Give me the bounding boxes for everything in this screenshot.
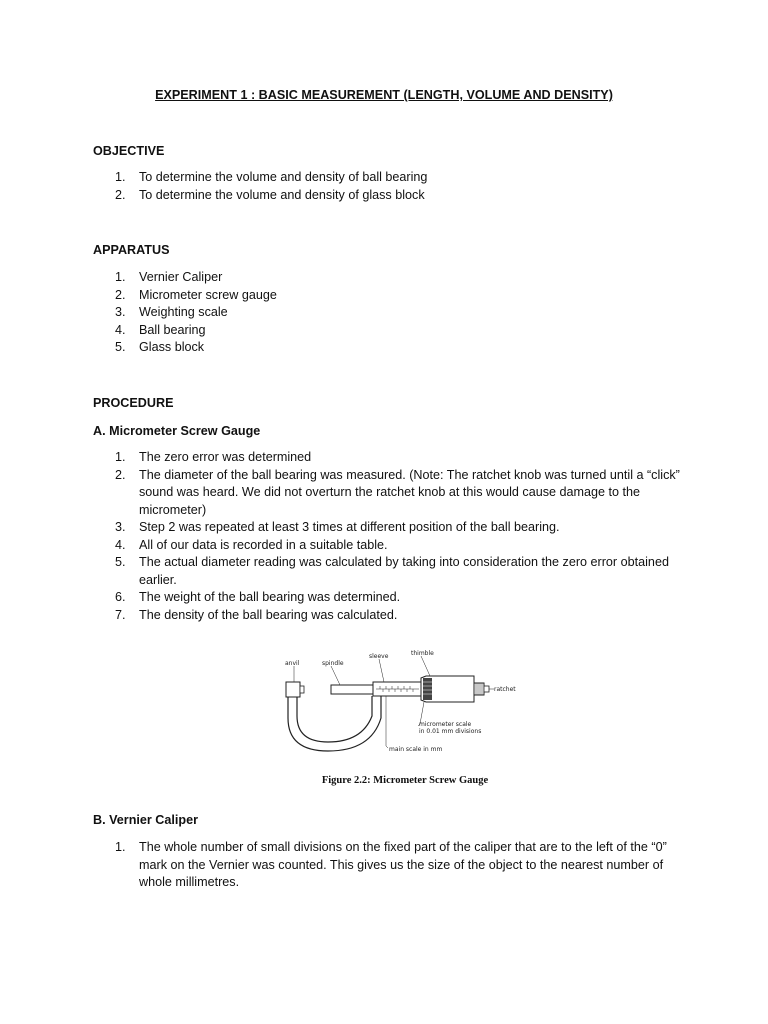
list-item: 1. The whole number of small divisions on the fixed part of the caliper that are to the left of the “0” mark on the Vernier was counted. This gives us the size of the object to the nearest number of whole millimetres. (115, 840, 667, 889)
list-item: 6. The weight of the ball bearing was determined. (115, 590, 401, 604)
main-scale-label: main scale in mm (389, 746, 443, 753)
section-b-heading: B. Vernier Caliper (93, 813, 198, 827)
list-item: 2. To determine the volume and density of glass block (115, 187, 425, 202)
objective-heading: OBJECTIVE (93, 144, 165, 158)
ratchet-label: ratchet (494, 686, 516, 693)
procedure-heading: PROCEDURE (93, 396, 174, 410)
micrometer-scale-label: micrometer scale (419, 721, 472, 728)
list-item: 4. All of our data is recorded in a suitable table. (115, 537, 388, 552)
anvil-label: anvil (285, 660, 300, 667)
list-item: 1. The zero error was determined (115, 450, 312, 464)
micrometer-scale-label-line2: in 0.01 mm divisions (419, 728, 482, 735)
list-item: 3. Weighting scale (115, 305, 228, 319)
spindle-label: spindle (322, 660, 344, 667)
anvil-shape (286, 682, 300, 697)
list-item: 2. The diameter of the ball bearing was measured. (Note: The ratchet knob was turned until a “click” sound was heard. We did not overturn the ratchet knob at this would cause damage to the micrometer) (115, 467, 680, 517)
list-item: 1. Vernier Caliper (115, 270, 223, 284)
objective-list (93, 169, 683, 204)
sleeve-label: sleeve (369, 653, 389, 660)
micrometer-procedure-list (93, 449, 683, 624)
section-a-heading: A. Micrometer Screw Gauge (93, 424, 261, 438)
apparatus-list (93, 269, 683, 357)
list-item: 5. Glass block (115, 340, 205, 354)
thimble-label: thimble (411, 650, 434, 657)
list-item: 3. Step 2 was repeated at least 3 times at different position of the ball bearing. (115, 520, 560, 534)
list-item: 2. Micrometer screw gauge (115, 287, 277, 302)
micrometer-diagram (276, 646, 516, 791)
ratchet-shape (474, 683, 484, 695)
list-item: 7. The density of the ball bearing was calculated. (115, 607, 398, 622)
figure-caption: Figure 2.2: Micrometer Screw Gauge (321, 775, 489, 786)
list-item: 4. Ball bearing (115, 322, 206, 337)
vernier-procedure-list (93, 839, 683, 892)
document-title: EXPERIMENT 1 : BASIC MEASUREMENT (LENGTH, VOLUME AND DENSITY) (155, 88, 613, 102)
list-item: 1. To determine the volume and density of ball bearing (115, 170, 428, 184)
micrometer-figure (276, 646, 516, 791)
list-item: 5. The actual diameter reading was calculated by taking into consideration the zero error obtained earlier. (115, 555, 669, 587)
spindle-shape (331, 685, 373, 694)
apparatus-heading: APPARATUS (93, 243, 170, 257)
